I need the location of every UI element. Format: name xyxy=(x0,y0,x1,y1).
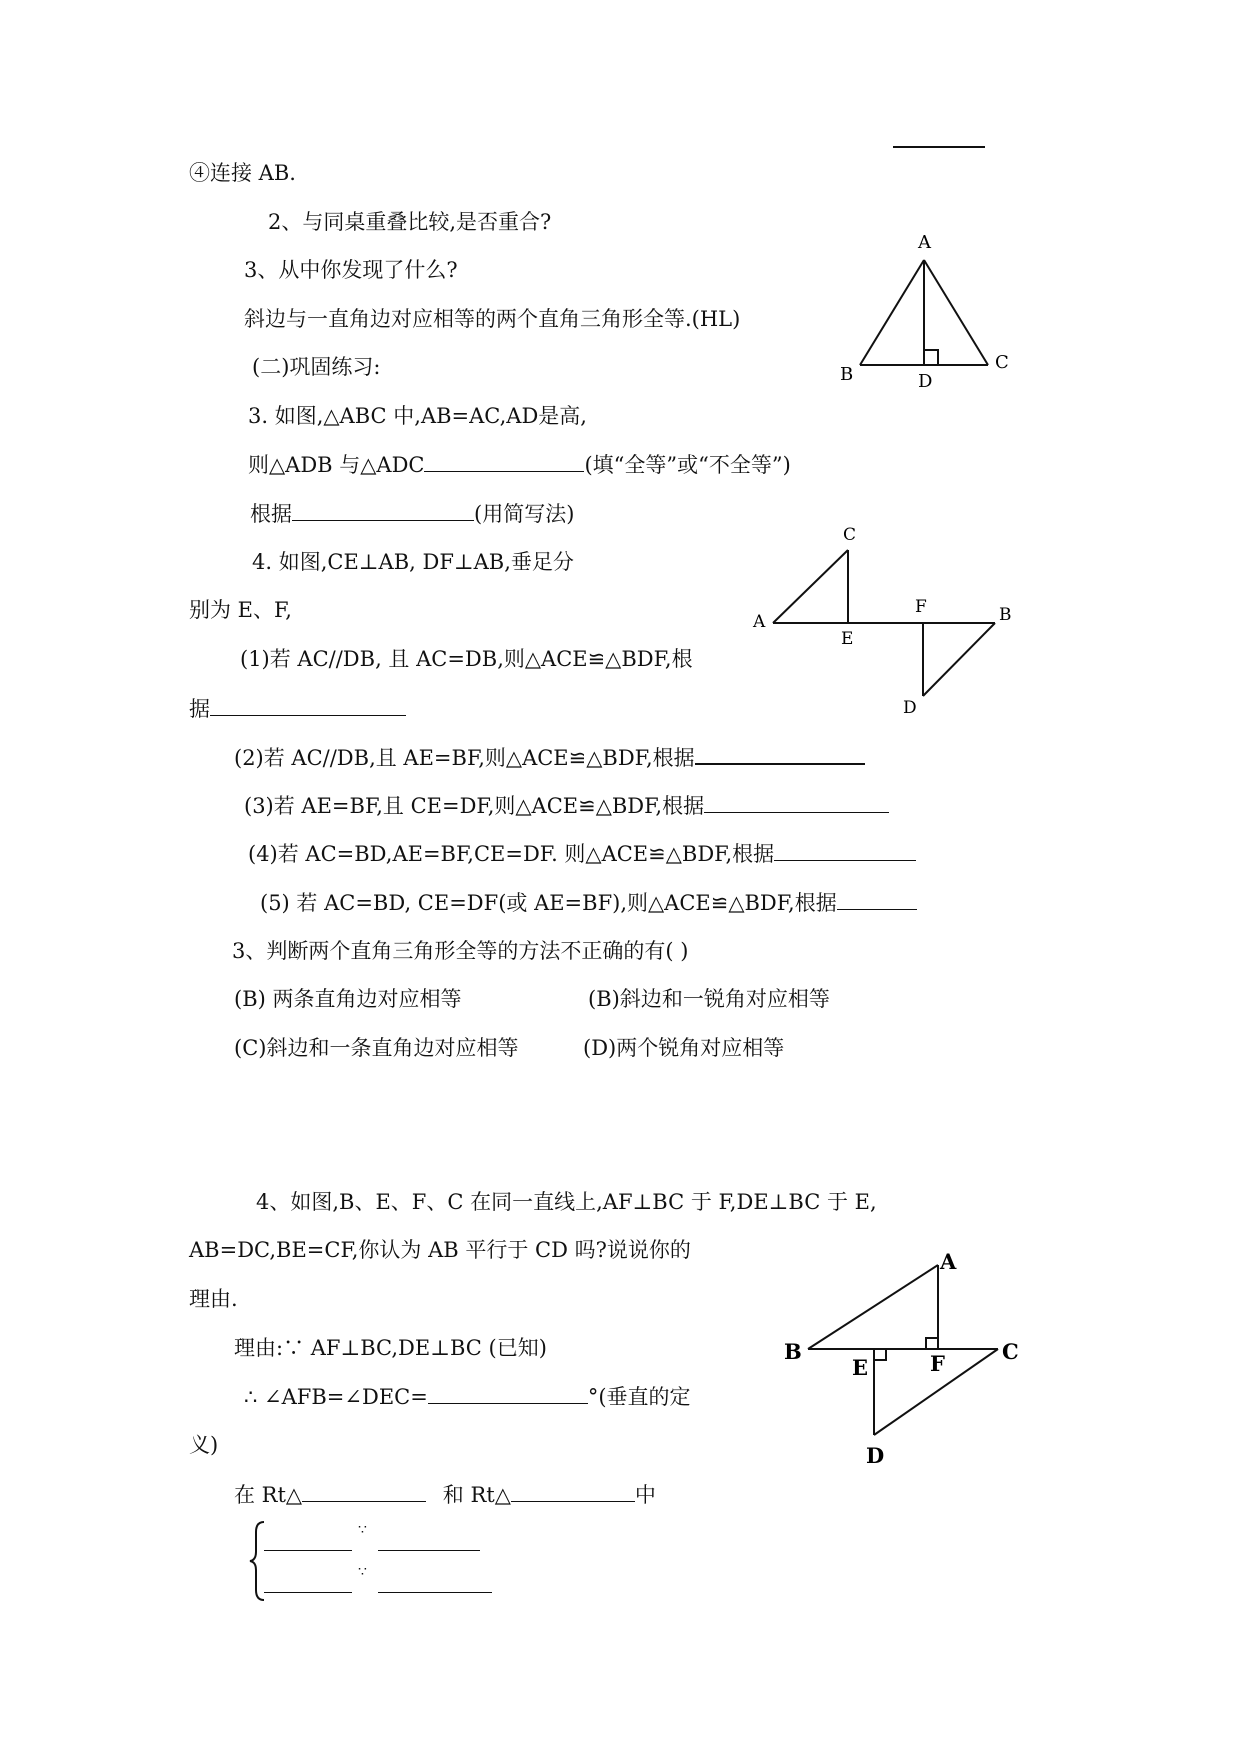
problem-4b-line-2: AB=DC,BE=CF,你认为 AB 平行于 CD 吗?说说你的 xyxy=(189,1238,691,1262)
label-d: D xyxy=(918,371,933,392)
answer-blank[interactable] xyxy=(378,1530,480,1551)
label-e: E xyxy=(841,629,854,649)
part-4-text: (4)若 AC=BD,AE=BF,CE=DF. 则△ACE≌△BDF,根据 xyxy=(248,842,775,866)
label-f: F xyxy=(930,1351,945,1376)
reason-line-3: 义) xyxy=(189,1433,219,1457)
top-rule xyxy=(893,146,985,148)
problem-3-text: 则△ADB 与△ADC xyxy=(248,453,425,477)
basis-label: 据 xyxy=(189,697,210,721)
condition-row-1 xyxy=(264,1522,494,1556)
option-b[interactable]: (B)斜边和一锐角对应相等 xyxy=(588,987,830,1011)
multiple-choice-question: 3、判断两个直角三角形全等的方法不正确的有( ) xyxy=(232,939,689,963)
label-b: B xyxy=(784,1339,802,1364)
condition-row-2 xyxy=(264,1564,494,1598)
hl-theorem: 斜边与一直角边对应相等的两个直角三角形全等.(HL) xyxy=(244,307,741,331)
label-f: F xyxy=(915,597,927,617)
problem-4-part-4 xyxy=(248,840,916,867)
problem-4-part-1: (1)若 AC//DB, 且 AC=DB,则△ACE≌△BDF,根 xyxy=(240,647,693,671)
problem-3-statement: 3. 如图,△ABC 中,AB=AC,AD是高, xyxy=(248,404,587,428)
answer-blank[interactable] xyxy=(424,451,584,472)
rt-label-2: 和 Rt△ xyxy=(442,1483,511,1507)
problem-4-part-2 xyxy=(234,743,865,771)
answer-blank[interactable] xyxy=(837,889,917,910)
answer-blank[interactable] xyxy=(704,792,889,813)
problem-4-statement: 4. 如图,CE⊥AB, DF⊥AB,垂足分 xyxy=(252,550,574,574)
answer-blank[interactable] xyxy=(695,743,865,765)
problem-4-part-1-basis xyxy=(189,695,406,722)
answer-blank[interactable] xyxy=(774,840,916,861)
question-compare: 2、与同桌重叠比较,是否重合? xyxy=(268,210,552,234)
step-connect-ab: ④连接 AB. xyxy=(189,161,296,185)
figure-collinear-becf xyxy=(784,1245,1030,1475)
label-d: D xyxy=(903,698,917,718)
label-b: B xyxy=(999,605,1012,625)
degree-reason: °(垂直的定 xyxy=(587,1385,691,1409)
reason-line-2 xyxy=(244,1383,691,1410)
option-a[interactable]: (B) 两条直角边对应相等 xyxy=(234,987,462,1011)
reason-line-1: 理由:∵ AF⊥BC,DE⊥BC (已知) xyxy=(234,1336,547,1360)
angle-equation: ∴ ∠AFB=∠DEC= xyxy=(244,1385,428,1409)
problem-4-part-3 xyxy=(244,792,889,819)
section-practice: (二)巩固练习: xyxy=(252,355,381,379)
problem-4-part-5 xyxy=(260,889,917,916)
figure-parallel-triangles xyxy=(745,520,1025,720)
label-e: E xyxy=(852,1355,869,1380)
part-2-text: (2)若 AC//DB,且 AE=BF,则△ACE≌△BDF,根据 xyxy=(234,746,695,770)
label-c: C xyxy=(1002,1339,1019,1364)
rt-suffix: 中 xyxy=(634,1483,656,1507)
option-c[interactable]: (C)斜边和一条直角边对应相等 xyxy=(234,1036,519,1060)
label-d: D xyxy=(866,1443,885,1468)
problem-4-line-2: 别为 E、F, xyxy=(189,598,292,622)
option-d[interactable]: (D)两个锐角对应相等 xyxy=(583,1036,785,1060)
problem-4b-line-3: 理由. xyxy=(189,1287,238,1311)
problem-3-hint: (填“全等”或“不全等”) xyxy=(584,453,791,477)
basis-label: 根据 xyxy=(250,502,292,526)
answer-blank[interactable] xyxy=(210,695,406,716)
answer-blank[interactable] xyxy=(292,500,474,521)
because-symbol: ∵ xyxy=(358,1522,367,1538)
answer-blank[interactable] xyxy=(302,1481,426,1502)
label-a: A xyxy=(940,1249,957,1274)
problem-4b-statement: 4、如图,B、E、F、C 在同一直线上,AF⊥BC 于 F,DE⊥BC 于 E, xyxy=(256,1190,877,1214)
rt-label-1: 在 Rt△ xyxy=(234,1483,303,1507)
question-discover: 3、从中你发现了什么? xyxy=(244,258,458,282)
label-c: C xyxy=(995,352,1009,373)
figure-triangle-abc xyxy=(830,230,1030,390)
answer-blank[interactable] xyxy=(264,1572,352,1593)
reason-line-4 xyxy=(234,1481,656,1508)
answer-blank[interactable] xyxy=(264,1530,352,1551)
label-b: B xyxy=(840,364,854,385)
answer-blank[interactable] xyxy=(428,1383,588,1404)
part-5-text: (5) 若 AC=BD, CE=DF(或 AE=BF),则△ACE≌△BDF,根据 xyxy=(260,891,837,915)
because-symbol: ∵ xyxy=(358,1564,367,1580)
label-a: A xyxy=(918,232,931,253)
basis-hint: (用简写法) xyxy=(474,502,575,526)
part-3-text: (3)若 AE=BF,且 CE=DF,则△ACE≌△BDF,根据 xyxy=(244,794,705,818)
problem-3-line-2 xyxy=(248,451,791,478)
answer-blank[interactable] xyxy=(378,1572,492,1593)
label-c: C xyxy=(843,525,857,545)
problem-3-line-3 xyxy=(250,500,574,527)
answer-blank[interactable] xyxy=(511,1481,635,1502)
label-a: A xyxy=(753,612,766,632)
